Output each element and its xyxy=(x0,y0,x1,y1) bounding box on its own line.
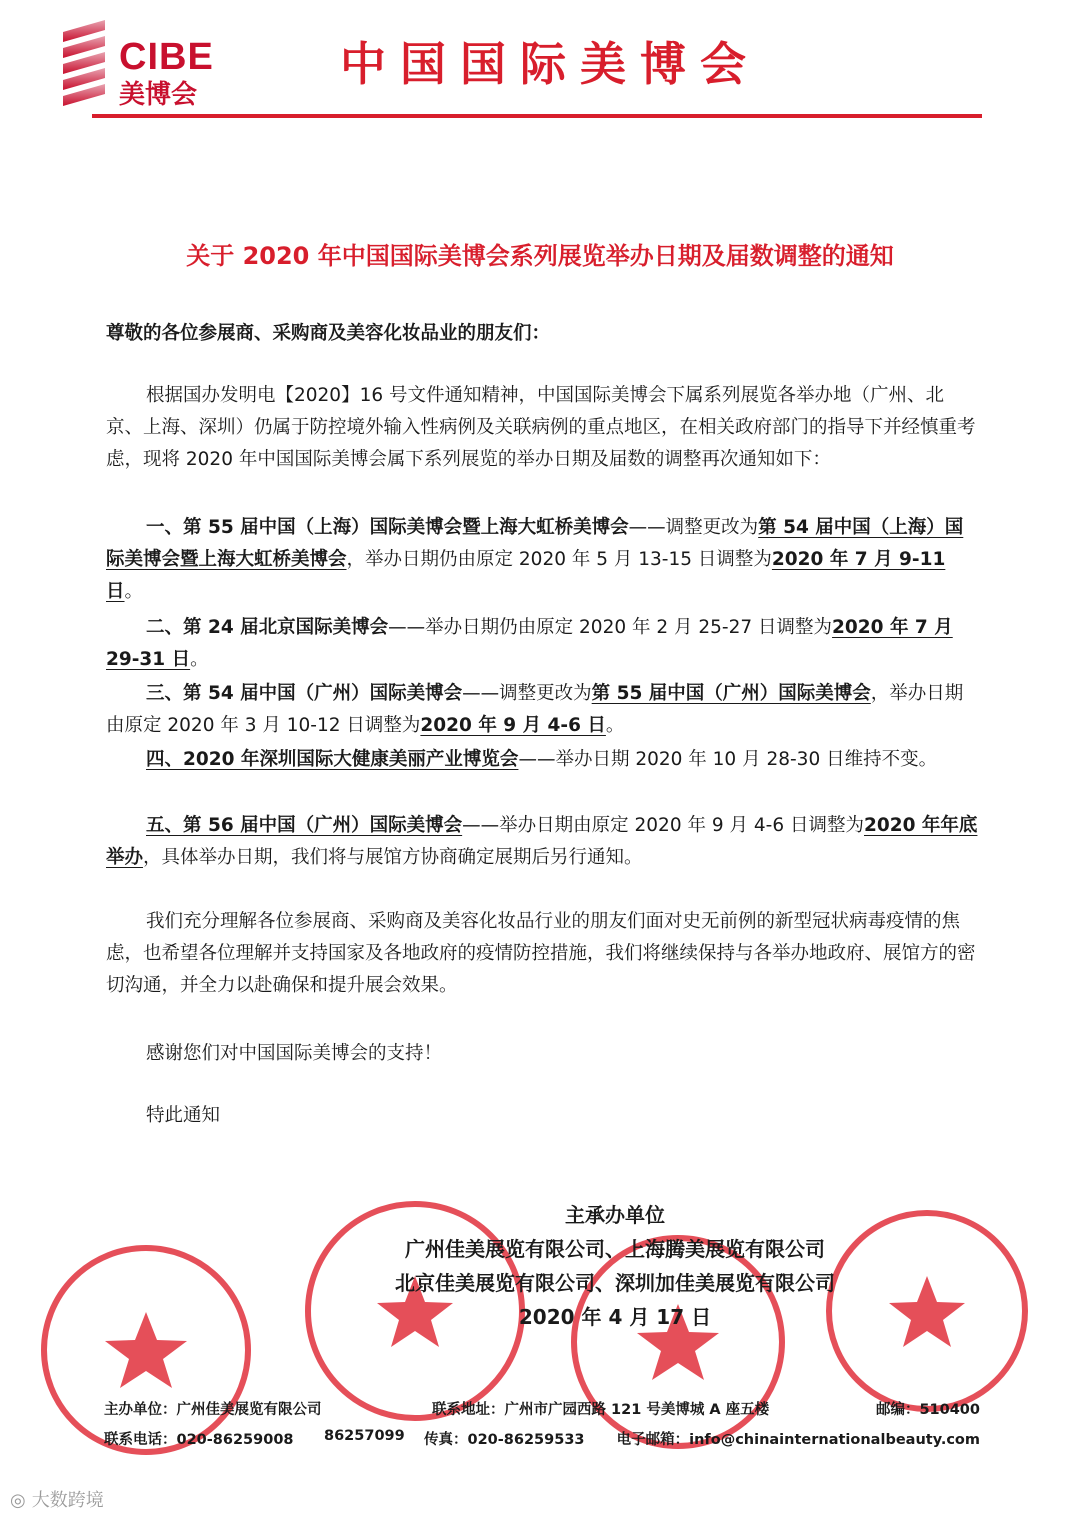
item-3-new-date: 2020 年 9 月 4-6 日 xyxy=(420,715,606,736)
signature-companies-line-1: 广州佳美展览有限公司、上海腾美展览有限公司 xyxy=(405,1237,825,1261)
item-5-end: ，具体举办日期，我们将与展馆方协商确定展期后另行通知。 xyxy=(143,847,643,868)
item-3-end: 。 xyxy=(605,715,625,736)
item-5-lead: 五、第 56 届中国（广州）国际美博会 xyxy=(146,815,463,836)
watermark-logo-icon: ◎ xyxy=(10,1490,26,1511)
footer-phone-2: 86257099 xyxy=(324,1428,405,1444)
item-1 xyxy=(106,512,978,608)
item-5-new-date: 2020 年年底举办 xyxy=(106,815,978,868)
logo-stripes-icon xyxy=(55,18,115,108)
item-1-end: 。 xyxy=(124,581,144,602)
notice-title: 关于 2020 年中国国际美博会系列展览举办日期及届数调整的通知 xyxy=(186,242,894,270)
item-2-lead: 二、第 24 届北京国际美博会 xyxy=(146,617,389,638)
footer-postcode: 邮编：510400 xyxy=(875,1402,980,1418)
footer-address: 联系地址：广州市广园西路 121 号美博城 A 座五楼 xyxy=(432,1402,770,1418)
salutation: 尊敬的各位参展商、采购商及美容化妆品业的朋友们： xyxy=(106,323,551,344)
item-1-new-name: 第 54 届中国（上海）国际美博会暨上海大虹桥美博会 xyxy=(106,517,964,570)
organization-title: 中国国际美博会 xyxy=(340,37,760,91)
item-1-dash: ——调整更改为 xyxy=(628,517,759,538)
item-2-mid: ——举办日期仍由原定 2020 年 2 月 25-27 日调整为 xyxy=(388,617,833,638)
watermark xyxy=(10,1486,104,1512)
item-3 xyxy=(106,678,978,742)
item-1-lead: 一、第 55 届中国（上海）国际美博会暨上海大虹桥美博会 xyxy=(146,517,629,538)
signature-label: 主承办单位 xyxy=(565,1203,665,1227)
cibe-logo xyxy=(55,18,225,108)
understanding-paragraph: 我们充分理解各位参展商、采购商及美容化妆品行业的朋友们面对史无前例的新型冠状病毒疫情的焦虑，也希望各位理解并支持国家及各地政府的疫情防控措施，我们将继续保持与各举办地政府、展馆方的密切沟通，并全力以赴确保和提升展会效果。 xyxy=(106,911,976,996)
signature-companies-line-2: 北京佳美展览有限公司、深圳加佳美展览有限公司 xyxy=(395,1271,835,1295)
footer-host: 主办单位：广州佳美展览有限公司 xyxy=(104,1402,322,1418)
logo-latin-text: CIBE xyxy=(119,36,214,78)
item-5-mid: ——举办日期由原定 2020 年 9 月 4-6 日调整为 xyxy=(462,815,864,836)
item-3-dash: ——调整更改为 xyxy=(462,683,592,704)
footer-email: 电子邮箱：info@chinainternationalbeauty.com xyxy=(616,1432,980,1448)
item-3-mid: ，举办日期由原定 2020 年 3 月 10-12 日调整为 xyxy=(106,683,964,736)
intro-paragraph: 根据国办发明电【2020】16 号文件通知精神，中国国际美博会下属系列展览各举办地（广州、北京、上海、深圳）仍属于防控境外输入性病例及关联病例的重点地区，在相关政府部门的指导下并经慎重考虑，现将 2020 年中国国际美博会属下系列展览的举办日期及届数的调整再次通知如下： xyxy=(106,385,976,470)
item-2-new-date: 2020 年 7 月 29-31 日 xyxy=(106,617,953,670)
thanks-line: 感谢您们对中国国际美博会的支持！ xyxy=(146,1043,443,1064)
item-4-lead: 四、2020 年深圳国际大健康美丽产业博览会 xyxy=(146,749,519,770)
item-3-lead: 三、第 54 届中国（广州）国际美博会 xyxy=(146,683,463,704)
signature-date: 2020 年 4 月 17 日 xyxy=(518,1305,712,1329)
footer-fax: 传真：020-86259533 xyxy=(424,1432,585,1448)
item-4-mid: ——举办日期 2020 年 10 月 28-30 日维持不变。 xyxy=(518,749,938,770)
item-5 xyxy=(106,810,978,874)
item-2-end: 。 xyxy=(190,649,209,670)
company-seal-guangzhou xyxy=(36,1240,256,1460)
item-4 xyxy=(106,744,978,776)
header-divider xyxy=(92,114,982,118)
item-1-mid: ，举办日期仍由原定 2020 年 5 月 13-15 日调整为 xyxy=(346,549,772,570)
signature-block xyxy=(270,1198,960,1334)
item-3-new-name: 第 55 届中国（广州）国际美博会 xyxy=(591,683,871,704)
footer-phone: 联系电话：020-86259008 xyxy=(104,1432,294,1448)
item-1-new-date: 2020 年 7 月 9-11 日 xyxy=(106,549,946,602)
logo-chinese-text: 美博会 xyxy=(119,80,198,110)
closing-line: 特此通知 xyxy=(146,1105,221,1126)
watermark-text: 大数跨境 xyxy=(31,1490,104,1511)
item-2 xyxy=(106,612,978,676)
